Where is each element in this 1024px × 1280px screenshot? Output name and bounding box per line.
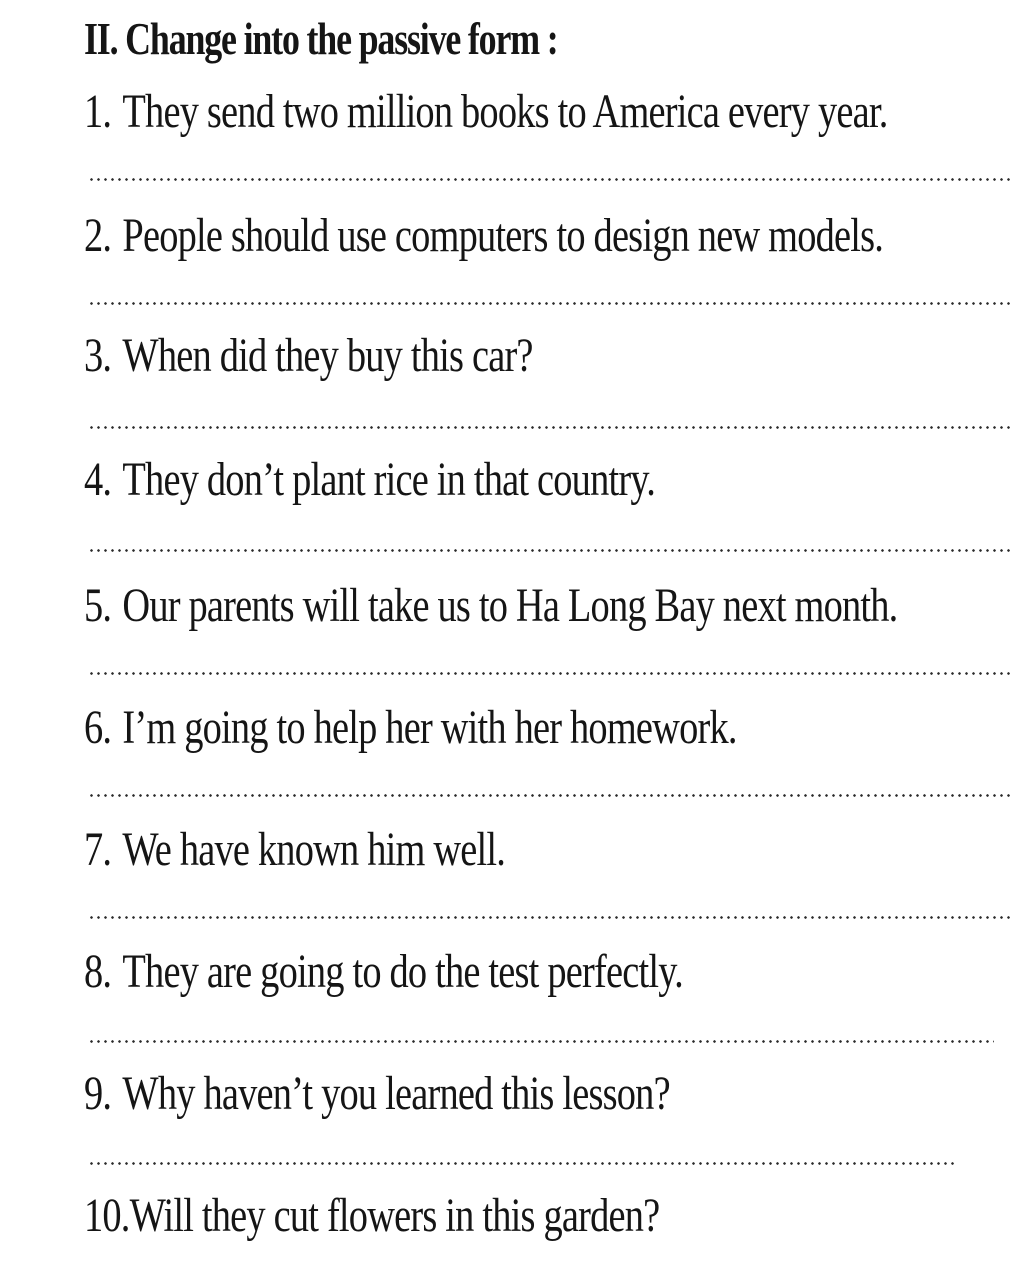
question-text: They don’t plant rice in that country. (122, 453, 656, 506)
question-number: 8. (84, 945, 112, 998)
question-number: 3. (84, 329, 112, 382)
answer-line-3[interactable] (88, 426, 1014, 429)
answer-line-5[interactable] (88, 672, 1014, 675)
question-number: 2. (84, 209, 112, 262)
question-1 (84, 84, 888, 139)
question-text: When did they buy this car? (122, 329, 533, 382)
question-text: People should use computers to design new models. (122, 209, 884, 262)
question-number: 4. (84, 453, 112, 506)
question-text: We have known him well. (122, 823, 506, 876)
exercise-heading: II. Change into the passive form : (84, 13, 558, 64)
question-8 (84, 944, 683, 999)
answer-line-1[interactable] (88, 178, 1014, 181)
answer-line-8[interactable] (88, 1040, 994, 1043)
answer-line-6[interactable] (88, 794, 1014, 797)
question-number: 9. (84, 1067, 112, 1120)
question-number: 10. (84, 1189, 130, 1242)
question-7 (84, 822, 505, 877)
question-text: I’m going to help her with her homework. (122, 701, 737, 754)
answer-line-4[interactable] (88, 549, 1014, 552)
answer-line-2[interactable] (88, 302, 1014, 305)
question-10 (84, 1188, 659, 1243)
question-6 (84, 700, 737, 755)
question-4 (84, 452, 655, 507)
question-5 (84, 578, 897, 633)
question-number: 7. (84, 823, 112, 876)
question-2 (84, 208, 883, 263)
question-text: Our parents will take us to Ha Long Bay next month. (122, 579, 898, 632)
question-text: Will they cut flowers in this garden? (129, 1189, 660, 1242)
answer-line-7[interactable] (88, 916, 1014, 919)
question-9 (84, 1066, 670, 1121)
question-number: 6. (84, 701, 112, 754)
question-text: Why haven’t you learned this lesson? (122, 1067, 670, 1120)
question-number: 1. (84, 85, 112, 138)
question-text: They send two million books to America every year. (122, 85, 888, 138)
answer-line-9[interactable] (88, 1162, 956, 1165)
question-3 (84, 328, 533, 383)
question-text: They are going to do the test perfectly. (122, 945, 683, 998)
question-number: 5. (84, 579, 112, 632)
